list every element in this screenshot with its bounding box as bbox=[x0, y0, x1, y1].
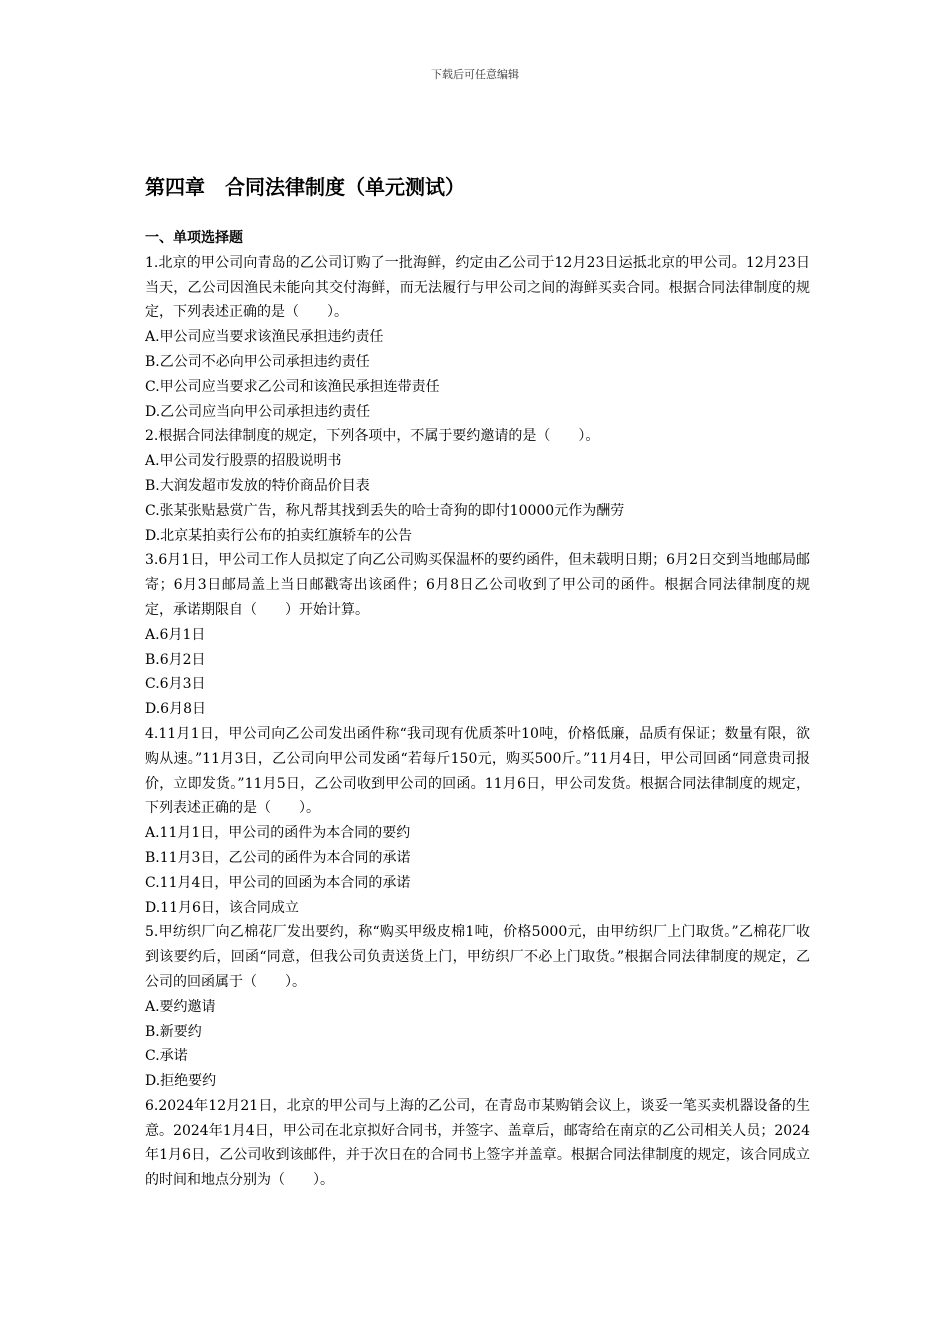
option-a: A.甲公司应当要求该渔民承担违约责任 bbox=[145, 329, 384, 346]
option-b: B.大润发超市发放的特价商品价目表 bbox=[145, 477, 370, 494]
option-c: C.6月3日 bbox=[145, 676, 206, 693]
option-c: C.11月4日，甲公司的回函为本合同的承诺 bbox=[145, 874, 411, 891]
option-d: D.11月6日，该合同成立 bbox=[145, 899, 299, 916]
option-a: A.6月1日 bbox=[145, 626, 206, 643]
question-2 bbox=[145, 424, 810, 548]
option-a: A.甲公司发行股票的招股说明书 bbox=[145, 453, 342, 470]
option-d: D.拒绝要约 bbox=[145, 1073, 217, 1090]
question-1 bbox=[145, 251, 810, 425]
option-d: D.6月8日 bbox=[145, 701, 206, 718]
question-stem: 2.根据合同法律制度的规定，下列各项中，不属于要约邀请的是（ ）。 bbox=[145, 428, 600, 445]
question-stem: 3.6月1日，甲公司工作人员拟定了向乙公司购买保温杯的要约函件，但未载明日期；6月2日交到当地邮局邮寄；6月3日邮局盖上当日邮戳寄出该函件；6月8日乙公司收到了甲公司的函件。根据合同法律制度的规定，承诺期限自（ ）开始计算。 bbox=[145, 552, 810, 618]
question-6 bbox=[145, 1094, 810, 1193]
option-b: B.11月3日，乙公司的函件为本合同的承诺 bbox=[145, 849, 411, 866]
question-stem: 4.11月1日，甲公司向乙公司发出函件称“我司现有优质茶叶10吨，价格低廉，品质有保证；数量有限，欲购从速。”11月3日，乙公司向甲公司发函“若每斤150元，购买500斤。”11月4日，甲公司回函“同意贵司报价，立即发货。”11月5日，乙公司收到甲公司的回函。11月6日，甲公司发货。根据合同法律制度的规定，下列表述正确的是（ ）。 bbox=[145, 725, 810, 817]
question-stem: 1.北京的甲公司向青岛的乙公司订购了一批海鲜，约定由乙公司于12月23日运抵北京的甲公司。12月23日当天，乙公司因渔民未能向其交付海鲜，而无法履行与甲公司之间的海鲜买卖合同。根据合同法律制度的规定，下列表述正确的是（ ）。 bbox=[145, 254, 810, 321]
question-3 bbox=[145, 548, 810, 722]
option-d: D.乙公司应当向甲公司承担违约责任 bbox=[145, 403, 371, 420]
option-b: B.乙公司不必向甲公司承担违约责任 bbox=[145, 353, 370, 370]
option-a: A.11月1日，甲公司的函件为本合同的要约 bbox=[145, 825, 411, 842]
question-stem: 5.甲纺织厂向乙棉花厂发出要约，称“购买甲级皮棉1吨，价格5000元，由甲纺织厂上门取货。”乙棉花厂收到该要约后，回函“同意，但我公司负责送货上门，甲纺织厂不必上门取货。”根据合同法律制度的规定，乙公司的回函属于（ ）。 bbox=[145, 924, 810, 990]
question-stem: 6.2024年12月21日，北京的甲公司与上海的乙公司，在青岛市某购销会议上，谈妥一笔买卖机器设备的生意。2024年1月4日，甲公司在北京拟好合同书，并签字、盖章后，邮寄给在南京的乙公司相关人员；2024年1月6日，乙公司收到该邮件，并于次日在的合同书上签字并盖章。根据合同法律制度的规定，该合同成立的时间和地点分别为（ ）。 bbox=[145, 1097, 810, 1189]
exam-content bbox=[145, 226, 810, 1193]
chapter-title: 第四章 合同法律制度（单元测试） bbox=[145, 175, 465, 199]
option-c: C.承诺 bbox=[145, 1048, 188, 1065]
option-b: B.6月2日 bbox=[145, 651, 206, 668]
option-c: C.张某张贴悬赏广告，称凡帮其找到丢失的哈士奇狗的即付10000元作为酬劳 bbox=[145, 502, 625, 519]
option-a: A.要约邀请 bbox=[145, 998, 216, 1015]
section-heading: 一、单项选择题 bbox=[145, 230, 243, 246]
option-c: C.甲公司应当要求乙公司和该渔民承担连带责任 bbox=[145, 378, 440, 395]
question-5 bbox=[145, 920, 810, 1094]
page-header-note: 下载后可任意编辑 bbox=[431, 68, 519, 81]
question-4 bbox=[145, 722, 810, 920]
option-d: D.北京某拍卖行公布的拍卖红旗轿车的公告 bbox=[145, 527, 413, 544]
option-b: B.新要约 bbox=[145, 1023, 202, 1040]
